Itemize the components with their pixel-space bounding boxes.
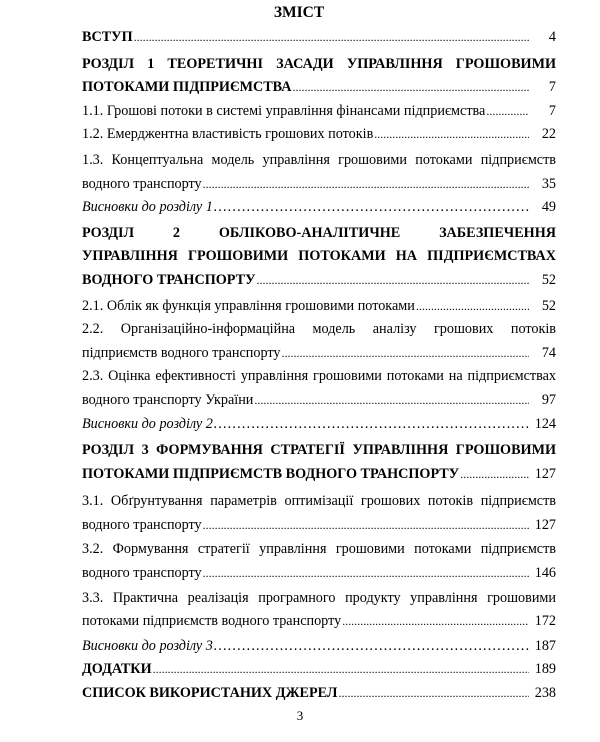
toc-entry[interactable] [82, 149, 556, 196]
toc-page-number: 7 [548, 79, 556, 96]
toc-page-number: 22 [541, 126, 556, 143]
toc-entry-text: 2.2. Організаційно-інформаційна модель аналізу грошових потоків [82, 321, 556, 338]
toc-entry-text: РОЗДІЛ 1 ТЕОРЕТИЧНІ ЗАСАДИ УПРАВЛІННЯ ГРОШОВИМИ [82, 55, 556, 72]
leader-dots [460, 463, 529, 487]
leader-dots [213, 196, 529, 220]
toc-page-number: 52 [541, 297, 556, 314]
leader-dots [342, 610, 529, 634]
toc-entry-text: ДОДАТКИ [82, 661, 152, 678]
toc-entry[interactable] [82, 490, 556, 537]
leader-dots [416, 295, 529, 319]
toc-entry[interactable] [82, 365, 556, 412]
toc-page-number: 172 [534, 613, 556, 630]
toc-entry-text: 3.2. Формування стратегії управління грошовими потоками підприємств [82, 541, 556, 558]
toc-entry-text: УПРАВЛІННЯ ГРОШОВИМИ ПОТОКАМИ НА ПІДПРИЄМСТВАХ [82, 248, 556, 265]
toc-entry-text: водного транспорту [82, 516, 202, 533]
toc-entry[interactable] [82, 318, 556, 365]
leader-dots [338, 682, 529, 706]
leader-dots [203, 173, 529, 197]
toc-page-number: 124 [534, 415, 556, 432]
toc-page-number: 238 [534, 685, 556, 702]
leader-dots [374, 123, 529, 147]
toc-entry[interactable] [82, 196, 556, 220]
toc-entry[interactable] [82, 635, 556, 659]
toc-entry-text: 3.3. Практична реалізація програмного продукту управління грошовими [82, 589, 556, 606]
toc-entry-text: ВСТУП [82, 29, 133, 45]
leader-dots [153, 658, 529, 682]
toc-entry[interactable] [82, 538, 556, 585]
page-title: ЗМІСТ [273, 4, 325, 21]
toc-entry[interactable] [82, 26, 556, 50]
leader-dots [486, 100, 529, 124]
toc-entry-text: РОЗДІЛ 2 ОБЛІКОВО-АНАЛІТИЧНЕ ЗАБЕЗПЕЧЕННЯ [82, 224, 556, 241]
toc-page-number: 187 [534, 637, 556, 654]
toc-entry-text: РОЗДІЛ 3 ФОРМУВАННЯ СТРАТЕГІЇ УПРАВЛІННЯ ГРОШОВИМИ [82, 442, 556, 459]
table-of-contents [82, 26, 556, 706]
toc-entry-text: ПОТОКАМИ ПІДПРИЄМСТВА [82, 79, 292, 96]
toc-entry-text: водного транспорту [82, 565, 202, 582]
toc-entry-text: 1.2. Емерджентна властивість грошових потоків [82, 126, 374, 143]
toc-entry-text: 3.1. Обґрунтування параметрів оптимізації грошових потоків підприємств [82, 493, 556, 510]
toc-entry-text: водного транспорту України [82, 391, 254, 408]
toc-page-number: 52 [541, 271, 556, 288]
leader-dots [282, 342, 530, 366]
toc-page-number: 127 [534, 465, 556, 482]
leader-dots [292, 76, 529, 100]
toc-entry[interactable] [82, 682, 556, 706]
leader-dots [213, 413, 529, 437]
toc-entry-text: 1.3. Концептуальна модель управління грошовими потоками підприємств [82, 151, 556, 168]
toc-entry[interactable] [82, 413, 556, 437]
leader-dots [203, 562, 529, 586]
toc-entry-text: 2.3. Оцінка ефективності управління грошовими потоками на підприємствах [82, 368, 556, 385]
toc-entry-text: підприємств водного транспорту [82, 344, 281, 361]
toc-entry-text: водного транспорту [82, 175, 202, 192]
toc-page-number: 189 [534, 661, 556, 678]
toc-entry[interactable] [82, 439, 556, 486]
toc-entry[interactable] [82, 222, 556, 293]
toc-entry-text: 1.1. Грошові потоки в системі управління фінансами підприємства [82, 102, 486, 119]
toc-entry-text: Висновки до розділу 3 [82, 637, 213, 654]
toc-entry-text: Висновки до розділу 1 [82, 199, 213, 216]
toc-entry[interactable] [82, 587, 556, 634]
toc-page-number: 49 [541, 199, 556, 216]
leader-dots [213, 635, 529, 659]
leader-dots [257, 269, 529, 293]
leader-dots [134, 26, 529, 50]
toc-entry-text: Висновки до розділу 2 [82, 415, 213, 432]
toc-page-number: 127 [534, 516, 556, 533]
toc-entry-text: СПИСОК ВИКОРИСТАНИХ ДЖЕРЕЛ [82, 685, 338, 702]
toc-entry[interactable] [82, 295, 556, 319]
toc-page-number: 74 [541, 344, 556, 361]
toc-entry-text: потоками підприємств водного транспорту [82, 613, 342, 630]
toc-entry[interactable] [82, 123, 556, 147]
toc-entry[interactable] [82, 53, 556, 100]
toc-entry-text: 2.1. Облік як функція управління грошовими потоками [82, 297, 415, 314]
leader-dots [254, 389, 529, 413]
toc-page-number: 7 [548, 102, 556, 119]
toc-page-number: 146 [534, 565, 556, 582]
toc-entry-text: ВОДНОГО ТРАНСПОРТУ [82, 271, 256, 288]
toc-entry[interactable] [82, 658, 556, 682]
toc-page-number: 4 [548, 29, 556, 45]
toc-entry[interactable] [82, 100, 556, 124]
toc-page-number: 35 [541, 175, 556, 192]
page-number: 3 [296, 708, 304, 723]
leader-dots [203, 514, 529, 538]
toc-entry-text: ПОТОКАМИ ПІДПРИЄМСТВ ВОДНОГО ТРАНСПОРТУ [82, 465, 460, 482]
toc-page-number: 97 [541, 391, 556, 408]
